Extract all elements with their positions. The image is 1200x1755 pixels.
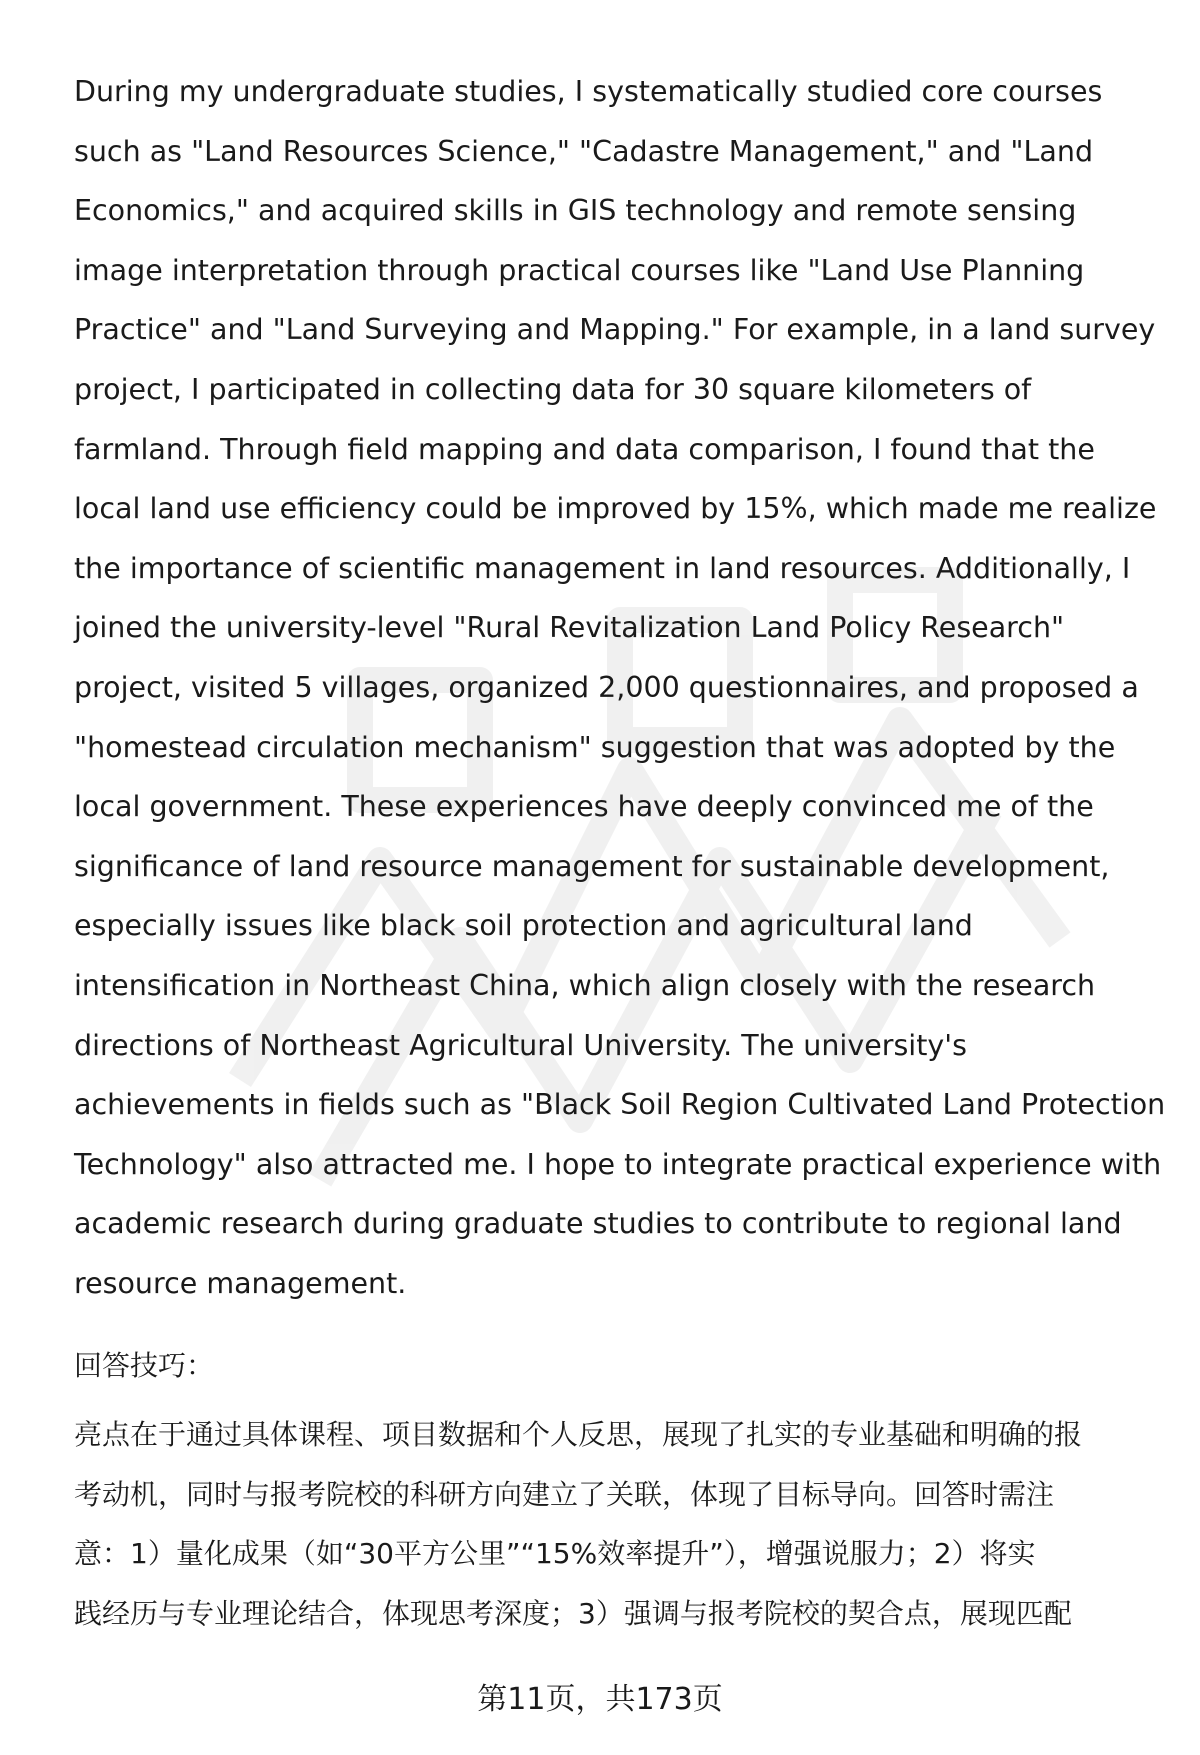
paragraph-line: intensification in Northeast China, which align closely with the research [74, 968, 1096, 1002]
paragraph-line: directions of Northeast Agricultural University. The university's [74, 1028, 967, 1062]
paragraph-line: academic research during graduate studies to contribute to regional land [74, 1207, 1122, 1241]
paragraph-line: During my undergraduate studies, I systematically studied core courses [74, 75, 1103, 108]
paragraph-line: local government. These experiences have deeply convinced me of the [74, 790, 1094, 824]
tips-line: 践经历与专业理论结合，体现思考深度；3）强调与报考院校的契合点，展现匹配 [74, 1596, 1072, 1630]
page-number-footer: 第11页，共173页 [477, 1682, 723, 1717]
paragraph-line: especially issues like black soil protection and agricultural land [74, 909, 973, 943]
paragraph-line: Technology" also attracted me. I hope to integrate practical experience with [74, 1147, 1162, 1181]
paragraph-line: local land use efficiency could be improved by 15%, which made me realize [74, 492, 1157, 526]
paragraph-line: joined the university-level "Rural Revitalization Land Policy Research" [74, 611, 1065, 645]
paragraph-line: project, visited 5 villages, organized 2,000 questionnaires, and proposed a [74, 670, 1139, 704]
tips-paragraph [74, 1405, 1164, 1643]
paragraph-line: achievements in fields such as "Black Soil Region Cultivated Land Protection [74, 1088, 1166, 1122]
tips-line: 意：1）量化成果（如“30平方公里”“15%效率提升”），增强说服力；2）将实 [74, 1537, 1036, 1570]
paragraph-line: significance of land resource management for sustainable development, [74, 849, 1110, 883]
paragraph-line: project, I participated in collecting data for 30 square kilometers of [74, 372, 1032, 406]
paragraph-line: such as "Land Resources Science," "Cadastre Management," and "Land [74, 134, 1094, 168]
tips-line: 考动机，同时与报考院校的科研方向建立了关联，体现了目标导向。回答时需注 [74, 1477, 1055, 1511]
paragraph-line: "homestead circulation mechanism" suggestion that was adopted by the [74, 730, 1116, 764]
paragraph-line: the importance of scientific management in land resources. Additionally, I [74, 551, 1131, 585]
tips-heading: 回答技巧： [74, 1349, 215, 1382]
paragraph-line: farmland. Through field mapping and data comparison, I found that the [74, 432, 1095, 466]
paragraph-line: resource management. [74, 1266, 407, 1300]
paragraph-line: image interpretation through practical courses like "Land Use Planning [74, 253, 1085, 287]
paragraph-line: Economics," and acquired skills in GIS technology and remote sensing [74, 194, 1077, 228]
essay-paragraph [74, 62, 1166, 1313]
tips-line: 亮点在于通过具体课程、项目数据和个人反思，展现了扎实的专业基础和明确的报 [74, 1418, 1083, 1451]
paragraph-line: Practice" and "Land Surveying and Mapping." For example, in a land survey [74, 313, 1156, 347]
